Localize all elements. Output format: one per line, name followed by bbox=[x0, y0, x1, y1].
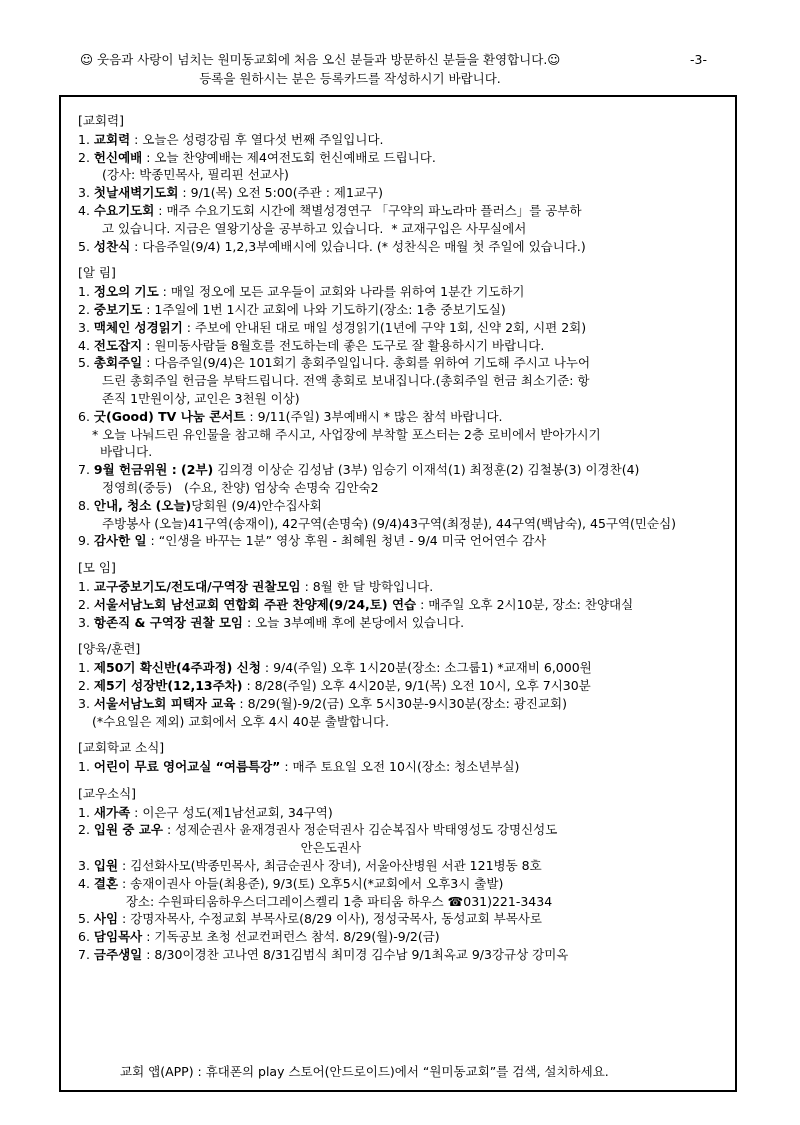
item-text: : 8/30이경찬 고나연 8/31김범식 최미경 김수남 9/1최옥교 9/3강규상 강미옥 bbox=[142, 947, 569, 963]
item-number: 2. bbox=[78, 596, 90, 612]
item-title: 서울서남노회 남선교회 연합회 주관 찬양제(9/24,토) 연습 bbox=[93, 596, 417, 612]
section-title: [모 임] bbox=[78, 560, 116, 576]
item-title: 입원 중 교우 bbox=[93, 822, 164, 838]
item-text: : 다음주일(9/4) 1,2,3부예배시에 있습니다. (* 성찬식은 매월 첫 주일에 있습니다.) bbox=[130, 238, 586, 254]
item-continuation: 고 있습니다. 지금은 열왕기상을 공부하고 있습니다. * 교재구입은 사무실에서 bbox=[102, 220, 527, 236]
item-title: 교회력 bbox=[93, 131, 131, 147]
item-title: 항존직 & 구역장 권찰 모임 bbox=[93, 614, 243, 630]
item-number: 2. bbox=[78, 677, 90, 693]
item-title: 새가족 bbox=[93, 804, 131, 820]
list-item bbox=[78, 758, 728, 776]
item-text: : 주보에 안내된 대로 매일 성경읽기(1년에 구약 1회, 신약 2회, 시편 2회) bbox=[182, 319, 587, 335]
item-text: : 매일 정오에 모든 교우들이 교회와 나라를 위하여 1분간 기도하기 bbox=[158, 284, 525, 300]
list-item bbox=[78, 578, 728, 596]
item-number: 3. bbox=[78, 858, 90, 874]
item-text: : 매주일 오후 2시10분, 장소: 찬양대실 bbox=[416, 596, 634, 612]
page-number: -3- bbox=[690, 52, 707, 67]
item-continuation: 장소: 수원파티움하우스더그레이스켈리 1층 파티움 하우스 ☎031)221-3434 bbox=[102, 893, 553, 909]
item-title: 맥체인 성경읽기 bbox=[93, 319, 183, 335]
item-title: 제50기 확신반(4주과정) 신청 bbox=[93, 660, 261, 676]
item-title: 첫날새벽기도회 bbox=[93, 185, 179, 201]
item-title: 교구중보기도/전도대/구역장 권찰모임 bbox=[93, 578, 301, 594]
bulletin-content bbox=[78, 112, 728, 973]
item-title: 어린이 무료 영어교실 “여름특강” bbox=[93, 759, 281, 775]
item-title: 수요기도회 bbox=[93, 202, 155, 218]
item-continuation: 안은도권사 bbox=[102, 840, 362, 856]
item-continuation: 드린 총회주일 헌금을 부탁드립니다. 전액 총회로 보내집니다.(총회주일 헌금 최소기준: 항 bbox=[102, 373, 590, 389]
list-item bbox=[78, 857, 728, 875]
item-number: 2. bbox=[78, 149, 90, 165]
welcome-text: ☺ 웃음과 사랑이 넘치는 원미동교회에 처음 오신 분들과 방문하신 분들을 환영합니다.☺ bbox=[80, 52, 561, 67]
item-number: 1. bbox=[78, 284, 90, 300]
item-number: 5. bbox=[78, 911, 90, 927]
item-title: 정오의 기도 bbox=[93, 284, 159, 300]
item-title: 전도잡지 bbox=[93, 337, 143, 353]
list-item bbox=[78, 354, 728, 372]
item-text: : 8/28(주일) 오후 4시20분, 9/1(목) 오전 10시, 오후 7시30분 bbox=[242, 677, 591, 693]
list-item bbox=[78, 677, 728, 695]
item-text: : “인생을 바꾸는 1분” 영상 후원 - 최혜원 청년 - 9/4 미국 언어연수 감사 bbox=[146, 533, 547, 549]
item-text: : 이은구 성도(제1남선교회, 34구역) bbox=[130, 804, 333, 820]
list-item bbox=[78, 202, 728, 220]
item-text: : 다음주일(9/4)은 101회기 총회주일입니다. 총회를 위하여 기도해 주시고 나누어 bbox=[142, 355, 591, 371]
item-number: 2. bbox=[78, 822, 90, 838]
item-continuation: 존직 1만원이상, 교인은 3천원 이상) bbox=[102, 390, 300, 406]
item-number: 6. bbox=[78, 929, 90, 945]
list-item bbox=[78, 804, 728, 822]
list-item bbox=[78, 184, 728, 202]
item-text: : 송재이권사 아들(최용준), 9/3(토) 오후5시(*교회에서 오후3시 출발) bbox=[118, 875, 504, 891]
list-item bbox=[78, 497, 728, 515]
item-number: 1. bbox=[78, 578, 90, 594]
list-item bbox=[78, 238, 728, 256]
section bbox=[78, 112, 728, 255]
list-item bbox=[78, 283, 728, 301]
list-item bbox=[78, 596, 728, 614]
item-number: 5. bbox=[78, 355, 90, 371]
section-title: [교우소식] bbox=[78, 785, 137, 801]
item-title: 입원 bbox=[93, 858, 119, 874]
item-number: 4. bbox=[78, 202, 90, 218]
item-text: : 성제순권사 윤재경권사 정순덕권사 김순복집사 박태영성도 강명신성도 bbox=[163, 822, 558, 838]
list-item bbox=[78, 875, 728, 893]
item-number: 3. bbox=[78, 614, 90, 630]
item-title: 총회주일 bbox=[93, 355, 143, 371]
list-item bbox=[78, 337, 728, 355]
list-item bbox=[78, 301, 728, 319]
item-number: 7. bbox=[78, 462, 90, 478]
list-item bbox=[78, 910, 728, 928]
item-title: 헌신예배 bbox=[93, 149, 143, 165]
item-text: : 김선화사모(박종민목사, 최금순권사 장녀), 서울아산병원 서관 121병동 8호 bbox=[118, 858, 542, 874]
item-note: 바랍니다. bbox=[92, 444, 153, 460]
item-number: 1. bbox=[78, 759, 90, 775]
item-title: 사임 bbox=[93, 911, 119, 927]
item-number: 9. bbox=[78, 533, 90, 549]
list-item bbox=[78, 408, 728, 426]
section bbox=[78, 640, 728, 730]
item-number: 1. bbox=[78, 131, 90, 147]
section-title: [알 림] bbox=[78, 265, 116, 281]
section-title: [교회력] bbox=[78, 113, 124, 128]
item-title: 감사한 일 bbox=[93, 533, 147, 549]
list-item bbox=[78, 928, 728, 946]
item-number: 2. bbox=[78, 301, 90, 317]
item-text: : 기독공보 초청 선교컨퍼런스 참석. 8/29(월)-9/2(금) bbox=[142, 929, 440, 945]
section bbox=[78, 739, 728, 776]
list-item bbox=[78, 149, 728, 167]
section bbox=[78, 559, 728, 631]
item-number: 4. bbox=[78, 875, 90, 891]
item-note: (*수요일은 제외) 교회에서 오후 4시 40분 출발합니다. bbox=[92, 713, 390, 729]
item-title: 결혼 bbox=[93, 875, 119, 891]
list-item bbox=[78, 461, 728, 479]
item-title: 제5기 성장반(12,13주차) bbox=[93, 677, 243, 693]
item-number: 6. bbox=[78, 408, 90, 424]
list-item bbox=[78, 131, 728, 149]
item-title: 담임목사 bbox=[93, 929, 143, 945]
item-title: 서울서남노회 피택자 교육 bbox=[93, 695, 236, 711]
item-text: : 8월 한 달 방학입니다. bbox=[300, 578, 434, 594]
list-item bbox=[78, 946, 728, 964]
item-title: 굿(Good) TV 나눔 콘서트 bbox=[93, 408, 246, 424]
item-number: 1. bbox=[78, 660, 90, 676]
item-text: : 강명자목사, 수정교회 부목사로(8/29 이사), 정성국목사, 동성교회 부목사로 bbox=[118, 911, 542, 927]
item-title: 성찬식 bbox=[93, 238, 131, 254]
item-title: 금주생일 bbox=[93, 947, 143, 963]
item-note: * 오늘 나눠드린 유인물을 참고해 주시고, 사업장에 부착할 포스터는 2층 로비에서 받아가시기 bbox=[92, 426, 601, 442]
item-number: 7. bbox=[78, 947, 90, 963]
item-text: : 매주 토요일 오전 10시(장소: 청소년부실) bbox=[280, 759, 520, 775]
list-item bbox=[78, 532, 728, 550]
item-text: 김의경 이상순 김성남 (3부) 임승기 이재석(1) 최정훈(2) 김철봉(3) 이경찬(4) bbox=[213, 462, 640, 478]
list-item bbox=[78, 659, 728, 677]
list-item bbox=[78, 695, 728, 713]
item-number: 3. bbox=[78, 319, 90, 335]
item-number: 8. bbox=[78, 497, 90, 513]
item-continuation: (강사: 박종민목사, 필리핀 선교사) bbox=[102, 167, 289, 183]
list-item bbox=[78, 319, 728, 337]
item-title: 9월 헌금위원 : (2부) bbox=[93, 462, 214, 478]
item-title: 안내, 청소 (오늘) bbox=[93, 497, 192, 513]
item-number: 1. bbox=[78, 804, 90, 820]
item-text: : 9/4(주일) 오후 1시20분(장소: 소그룹1) *교재비 6,000원 bbox=[260, 660, 592, 676]
list-item bbox=[78, 614, 728, 632]
item-number: 3. bbox=[78, 185, 90, 201]
item-text: : 1주일에 1번 1시간 교회에 나와 기도하기(장소: 1층 중보기도실) bbox=[142, 301, 506, 317]
section-title: [교회학교 소식] bbox=[78, 740, 165, 756]
section bbox=[78, 264, 728, 550]
item-text: : 8/29(월)-9/2(금) 오후 5시30분-9시30분(장소: 광진교회) bbox=[235, 695, 567, 711]
section-title: [양육/훈련] bbox=[78, 641, 141, 657]
item-text: : 원미동사람들 8월호를 전도하는데 좋은 도구로 잘 활용하시기 바랍니다. bbox=[142, 337, 545, 353]
register-notice: 등록을 원하시는 분은 등록카드를 작성하시기 바랍니다. bbox=[199, 71, 501, 86]
app-notice: 교회 앱(APP) : 휴대폰의 play 스토어(안드로이드)에서 “원미동교회”를 검색, 설치하세요. bbox=[120, 1064, 609, 1079]
item-continuation: 주방봉사 (오늘)41구역(송재이), 42구역(손명숙) (9/4)43구역(최정분), 44구역(백남숙), 45구역(민순심) bbox=[102, 515, 677, 531]
item-text: : 9/11(주일) 3부예배시 * 많은 참석 바랍니다. bbox=[245, 408, 503, 424]
section bbox=[78, 785, 728, 964]
item-text: 당회원 (9/4)안수집사회 bbox=[191, 497, 322, 513]
item-text: : 오늘 3부예배 후에 본당에서 있습니다. bbox=[242, 614, 465, 630]
item-number: 5. bbox=[78, 238, 90, 254]
item-text: : 오늘 찬양예배는 제4여전도회 헌신예배로 드립니다. bbox=[142, 149, 436, 165]
item-number: 3. bbox=[78, 695, 90, 711]
item-number: 4. bbox=[78, 337, 90, 353]
list-item bbox=[78, 821, 728, 839]
item-text: : 오늘은 성령강림 후 열다섯 번째 주일입니다. bbox=[130, 131, 384, 147]
item-title: 중보기도 bbox=[93, 301, 143, 317]
item-text: : 매주 수요기도회 시간에 책별성경연구 「구약의 파노라마 플러스」를 공부하 bbox=[154, 202, 582, 218]
item-text: : 9/1(목) 오전 5:00(주관 : 제1교구) bbox=[178, 185, 383, 201]
item-continuation: 정영희(중등) (수요, 찬양) 엄상숙 손명숙 김안숙2 bbox=[102, 479, 379, 495]
